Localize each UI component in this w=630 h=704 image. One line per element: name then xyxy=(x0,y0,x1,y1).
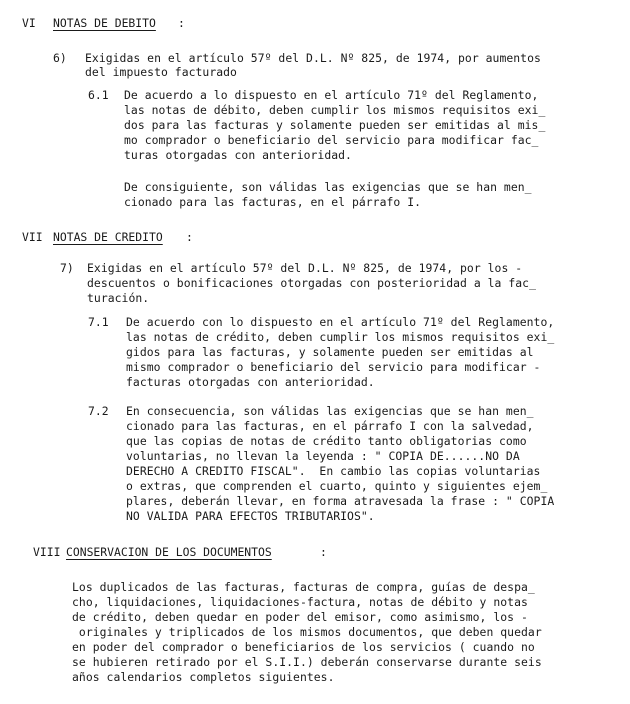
section-vi-closing-line: cionado para las facturas, en el párrafo I. xyxy=(124,195,422,209)
subitem-6-1-line: dos para las facturas y solamente pueden ser emitidas al mis_ xyxy=(124,118,546,132)
section-vi-roman: VI xyxy=(22,16,36,30)
item-6-line: Exigidas en el artículo 57º del D.L. Nº 825, de 1974, por aumentos xyxy=(85,51,541,65)
section-viii-paragraph-line: cho, liquidaciones, liquidaciones-factura, notas de débito y notas xyxy=(72,595,528,609)
item-7-line: descuentos o bonificaciones otorgadas con posterioridad a la fac_ xyxy=(87,276,537,290)
subitem-7-2-line: voluntarias, no llevan la leyenda : " COPIA DE......NO DA xyxy=(126,449,520,463)
subitem-7-2-line: En consecuencia, son válidas las exigencias que se han men_ xyxy=(126,404,534,418)
item-7-line: Exigidas en el artículo 57º del D.L. Nº 825, de 1974, por los - xyxy=(87,261,523,275)
section-viii-title: CONSERVACION DE LOS DOCUMENTOS xyxy=(66,545,272,559)
subitem-7-1-number: 7.1 xyxy=(88,315,109,329)
section-viii-paragraph-line: en poder del comprador o beneficiarios de los servicios ( cuando no xyxy=(72,640,535,654)
subitem-6-1-line: mo comprador o beneficiario del servicio para modificar fac_ xyxy=(124,133,539,147)
subitem-6-1-number: 6.1 xyxy=(88,88,109,102)
subitem-7-2-number: 7.2 xyxy=(88,404,109,418)
section-vi-title: NOTAS DE DEBITO xyxy=(53,16,156,30)
section-vii-title: NOTAS DE CREDITO xyxy=(53,230,163,244)
subitem-6-1-line: las notas de débito, deben cumplir los mismos requisitos exi_ xyxy=(124,103,546,117)
subitem-7-2-line: plares, deberán llevar, en forma atravesada la frase : " COPIA xyxy=(126,494,555,508)
section-vi-colon: : xyxy=(178,16,185,30)
subitem-7-1-line: De acuerdo con lo dispuesto en el artículo 71º del Reglamento, xyxy=(126,315,555,329)
item-6-line: del impuesto facturado xyxy=(85,65,237,79)
section-viii-paragraph-line: originales y triplicados de los mismos documentos, que deben quedar xyxy=(72,625,542,639)
section-viii-paragraph-line: Los duplicados de las facturas, facturas de compra, guías de despa_ xyxy=(72,580,535,594)
subitem-7-1-line: mismo comprador o beneficiario del servicio para modificar - xyxy=(126,360,541,374)
subitem-7-2-line: cionado para las facturas, en el párrafo I con la salvedad, xyxy=(126,419,534,433)
subitem-7-2-line: NO VALIDA PARA EFECTOS TRIBUTARIOS". xyxy=(126,509,375,523)
item-7-number: 7) xyxy=(60,261,74,275)
subitem-7-1-line: gidos para las facturas, y solamente pueden ser emitidas al xyxy=(126,345,534,359)
section-vii-colon: : xyxy=(186,230,193,244)
section-viii-paragraph-line: se hubieren retirado por el S.I.I.) deberán conservarse durante seis xyxy=(72,655,542,669)
subitem-7-1-line: las notas de crédito, deben cumplir los mismos requisitos exi_ xyxy=(126,330,555,344)
subitem-6-1-line: De acuerdo a lo dispuesto en el artículo 71º del Reglamento, xyxy=(124,88,539,102)
subitem-6-1-line: turas otorgadas con anterioridad. xyxy=(124,148,352,162)
section-viii-paragraph-line: años calendarios completos siguientes. xyxy=(72,670,335,684)
section-vi-closing-line: De consiguiente, son válidas las exigencias que se han men_ xyxy=(124,180,532,194)
section-viii-paragraph-line: de crédito, deben quedar en poder del emisor, como asimismo, los - xyxy=(72,610,528,624)
section-vii-roman: VII xyxy=(22,230,43,244)
subitem-7-1-line: facturas otorgadas con anterioridad. xyxy=(126,375,375,389)
section-viii-roman: VIII xyxy=(33,545,61,559)
section-viii-colon: : xyxy=(320,545,327,559)
subitem-7-2-line: que las copias de notas de crédito tanto obligatorias como xyxy=(126,434,527,448)
item-6-number: 6) xyxy=(53,51,67,65)
subitem-7-2-line: DERECHO A CREDITO FISCAL". En cambio las copias voluntarias xyxy=(126,464,541,478)
subitem-7-2-line: o extras, que comprenden el cuarto, quinto y siguientes ejem_ xyxy=(126,479,548,493)
item-7-line: turación. xyxy=(87,291,150,305)
